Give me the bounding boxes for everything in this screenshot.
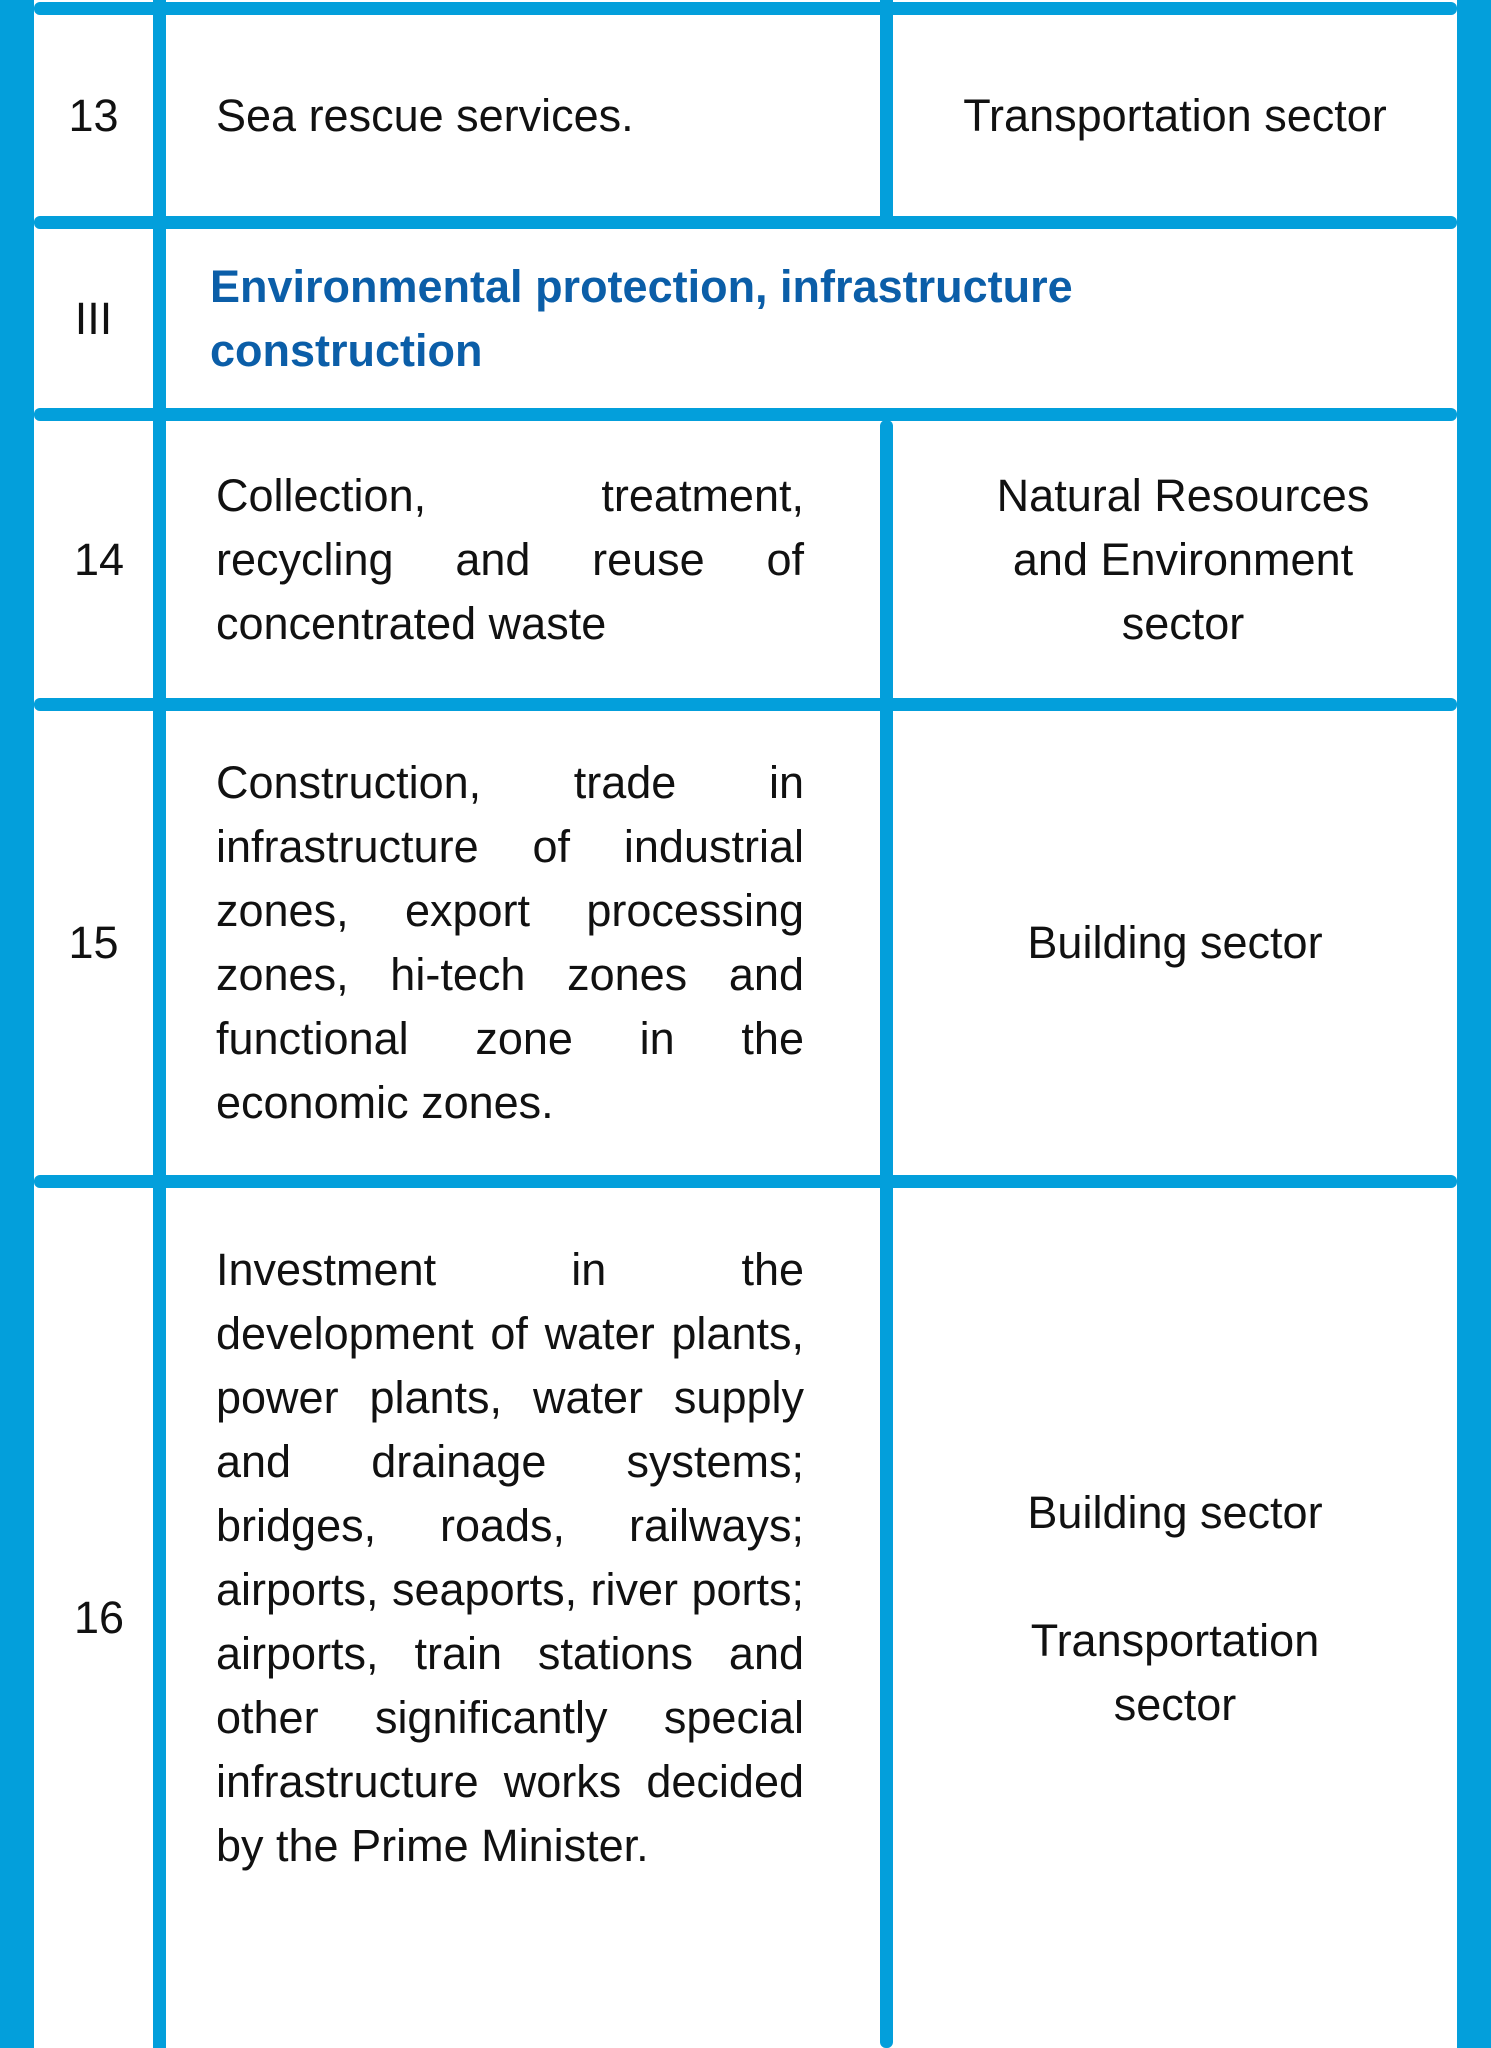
row-divider-15-bottom [34, 1175, 1457, 1188]
row-divider-top [34, 2, 1457, 15]
row-number: 16 [73, 1592, 125, 1643]
section-number: III [74, 292, 113, 344]
row-16-description [216, 1188, 804, 2048]
row-14-description [216, 421, 804, 698]
row-13-description [216, 15, 816, 216]
row-16-sector [893, 1188, 1457, 2048]
row-14-number [34, 421, 164, 698]
row-divider-section-bottom [34, 408, 1457, 421]
column-divider-sector [880, 420, 893, 2048]
sector-line: and Environment [1012, 533, 1354, 585]
row-description: Sea rescue services. [216, 89, 634, 141]
row-divider-13-bottom [34, 216, 1457, 229]
row-description: Construction, trade in infrastructure of industrial zones, export processing zones, hi-tech zones and functional zone in the economic zones. [216, 757, 804, 1128]
section-iii-title [210, 229, 1210, 408]
row-13-number [34, 15, 153, 216]
row-description: Investment in the development of water plants, power plants, water supply and drainage systems; bridges, roads, railways; airports, seaports, river ports; airports, train stations and other significantly special infrastructure works decided by the Prime Minister. [216, 1244, 804, 1871]
row-15-description [216, 711, 804, 1175]
row-15-number [34, 711, 153, 1175]
sector-line: Building sector [1027, 1487, 1323, 1538]
sector-line: Transportation sector [963, 89, 1387, 141]
row-divider-14-bottom [34, 698, 1457, 711]
sector-line: sector [1121, 597, 1245, 649]
row-number: 13 [68, 89, 119, 141]
column-divider-sector-row-13 [880, 0, 893, 226]
sector-line: Transportation [1030, 1615, 1320, 1666]
sector-line: sector [1113, 1679, 1237, 1730]
sector-line: Building sector [1027, 917, 1323, 968]
section-title: Environmental protection, infrastructure construction [210, 260, 1073, 376]
sector-line: Natural Resources [996, 469, 1370, 521]
table-right-border [1457, 0, 1491, 2048]
row-number: 14 [73, 533, 125, 585]
row-14-sector [893, 421, 1473, 698]
row-16-number [34, 1188, 164, 2048]
section-iii-number [34, 229, 153, 408]
table-left-border [0, 0, 34, 2048]
row-15-sector [893, 711, 1457, 1175]
row-13-sector [893, 15, 1457, 216]
row-description: Collection, treatment, recycling and reuse of concentrated waste [216, 469, 804, 649]
row-number: 15 [68, 917, 119, 968]
